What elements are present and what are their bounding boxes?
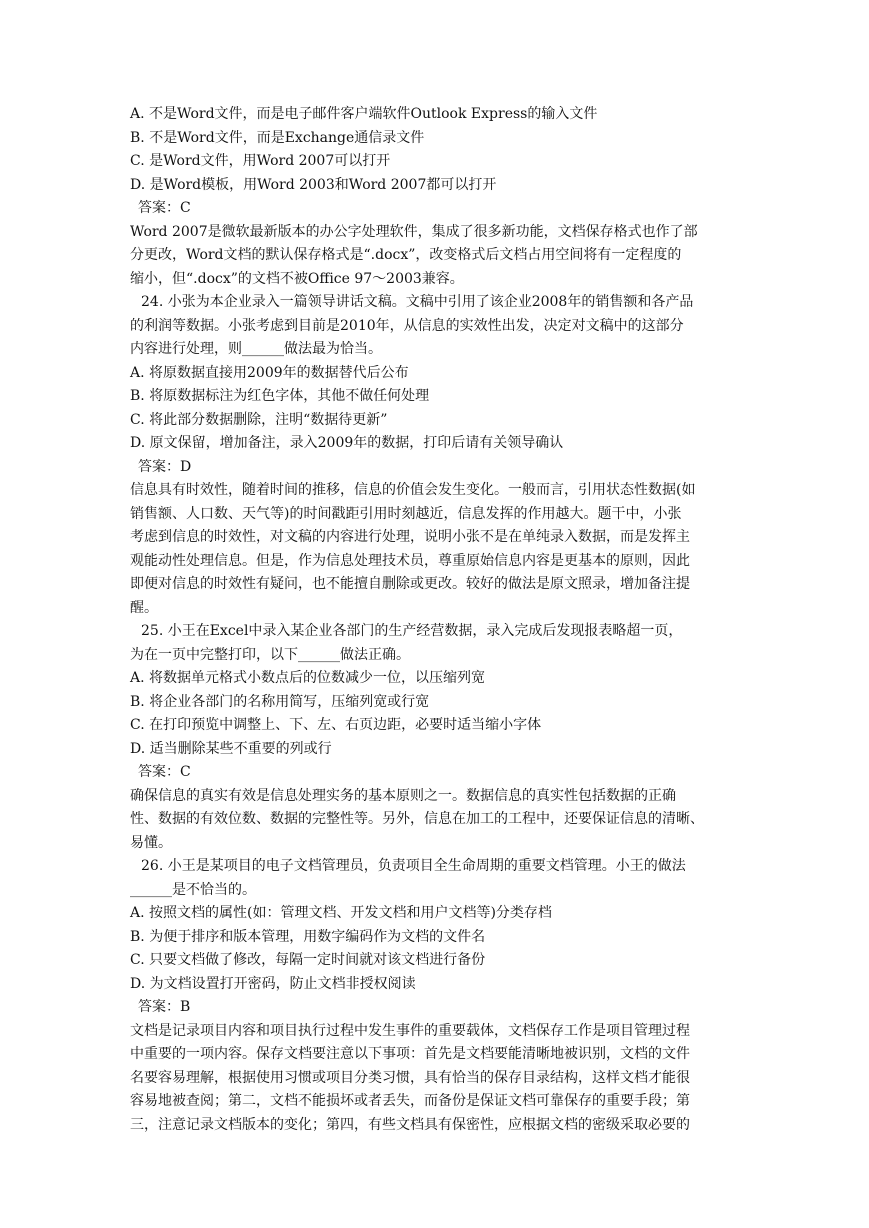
explanation [130,221,740,292]
question-24 [130,291,740,620]
question-stem-line: 24. 小张为本企业录入一篇领导讲话文稿。文稿中引用了该企业2008年的销售额和各产品 [141,294,694,310]
explanation-line: Word 2007是微软最新版本的办公字处理软件，集成了很多新功能，文档保存格式也作了部 [130,223,698,240]
option-d: D. 适当删除某些不重要的列或行 [130,740,332,757]
explanation-line: 信息具有时效性，随着时间的推移，信息的价值会发生变化。一般而言，引用状态性数据(如 [130,482,696,498]
explanation-line: 文档是记录项目内容和项目执行过程中发生事件的重要载体，文档保存工作是项目管理过程 [130,1022,690,1039]
option-d: D. 为文档设置打开密码，防止文档非授权阅读 [130,975,416,992]
explanation-line: 观能动性处理信息。但是，作为信息处理技术员，尊重原始信息内容是更基本的原则，因此 [130,552,690,569]
explanation-line: 三，注意记录文档版本的变化；第四，有些文档具有保密性，应根据文档的密级采取必要的 [130,1116,690,1133]
explanation-line: 缩小，但“.docx”的文档不被Office 97～2003兼容。 [130,270,464,287]
question-stem-line: 内容进行处理，则______做法最为恰当。 [130,341,382,357]
option-c: C. 是Word文件，用Word 2007可以打开 [130,153,391,169]
explanation-line: 醒。 [130,599,158,616]
explanation-line: 容易地被查阅；第二，文档不能损坏或者丢失，而备份是保证文档可靠保存的重要手段；第 [130,1093,690,1109]
option-b: B. 不是Word文件，而是Exchange通信录文件 [130,129,425,146]
option-c: C. 在打印预览中调整上、下、左、右页边距，必要时适当缩小字体 [130,717,542,733]
explanation-line: 考虑到信息的时效性，对文稿的内容进行处理，说明小张不是在单纯录入数据，而是发挥主 [130,529,690,545]
answer: 答案：D [138,458,192,475]
explanation [130,785,740,856]
option-c: C. 将此部分数据删除，注明“数据待更新” [130,411,388,428]
option-b: B. 将原数据标注为红色字体，其他不做任何处理 [130,388,430,404]
question-stem-line: 25. 小王在Excel中录入某企业各部门的生产经营数据，录入完成后发现报表略超一页， [141,623,683,639]
option-d: D. 原文保留，增加备注，录入2009年的数据，打印后请有关领导确认 [130,435,564,451]
explanation-line: 销售额、人口数、天气等)的时间戳距引用时刻越近，信息发挥的作用越大。题干中，小张 [130,505,682,522]
question-23 [130,103,740,291]
question-25 [130,620,740,855]
option-a: A. 将原数据直接用2009年的数据替代后公布 [130,364,409,381]
explanation-line: 名要容易理解，根据使用习惯或项目分类习惯，具有恰当的保存目录结构，这样文档才能很 [130,1069,690,1086]
option-a: A. 不是Word文件，而是电子邮件客户端软件Outlook Express的输入文件 [130,106,598,122]
explanation-line: 中重要的一项内容。保存文档要注意以下事项：首先是文档要能清晰地被识别，文档的文件 [130,1046,690,1062]
answer: 答案：B [138,999,191,1015]
option-c: C. 只要文档做了修改，每隔一定时间就对该文档进行备份 [130,952,486,968]
question-stem-line: 26. 小王是某项目的电子文档管理员，负责项目全生命周期的重要文档管理。小王的做法 [141,858,686,874]
option-d: D. 是Word模板，用Word 2003和Word 2007都可以打开 [130,176,497,193]
document-body [130,103,740,1137]
explanation [130,1020,740,1138]
explanation [130,479,740,620]
question-stem-line: 为在一页中完整打印，以下______做法正确。 [130,646,410,663]
question-stem-line: ______是不恰当的。 [130,881,256,898]
answer: 答案：C [138,764,191,780]
explanation-line: 确保信息的真实有效是信息处理实务的基本原则之一。数据信息的真实性包括数据的正确 [130,787,676,804]
option-b: B. 为便于排序和版本管理，用数字编码作为文档的文件名 [130,928,486,945]
explanation-line: 即便对信息的时效性有疑问，也不能擅自删除或更改。较好的做法是原文照录，增加备注提 [130,576,690,592]
explanation-line: 分更改，Word文档的默认保存格式是“.docx”，改变格式后文档占用空间将有一定程度的 [130,247,682,263]
question-26 [130,855,740,1137]
question-stem-line: 的利润等数据。小张考虑到目前是2010年，从信息的实效性出发，决定对文稿中的这部分 [130,317,684,334]
option-a: A. 将数据单元格式小数点后的位数减少一位，以压缩列宽 [130,670,486,686]
option-a: A. 按照文档的属性(如：管理文档、开发文档和用户文档等)分类存档 [130,905,552,921]
explanation-line: 易懂。 [130,834,172,851]
option-b: B. 将企业各部门的名称用简写，压缩列宽或行宽 [130,693,430,710]
explanation-line: 性、数据的有效位数、数据的完整性等。另外，信息在加工的工程中，还要保证信息的清晰、 [130,811,704,827]
answer: 答案：C [138,200,191,216]
